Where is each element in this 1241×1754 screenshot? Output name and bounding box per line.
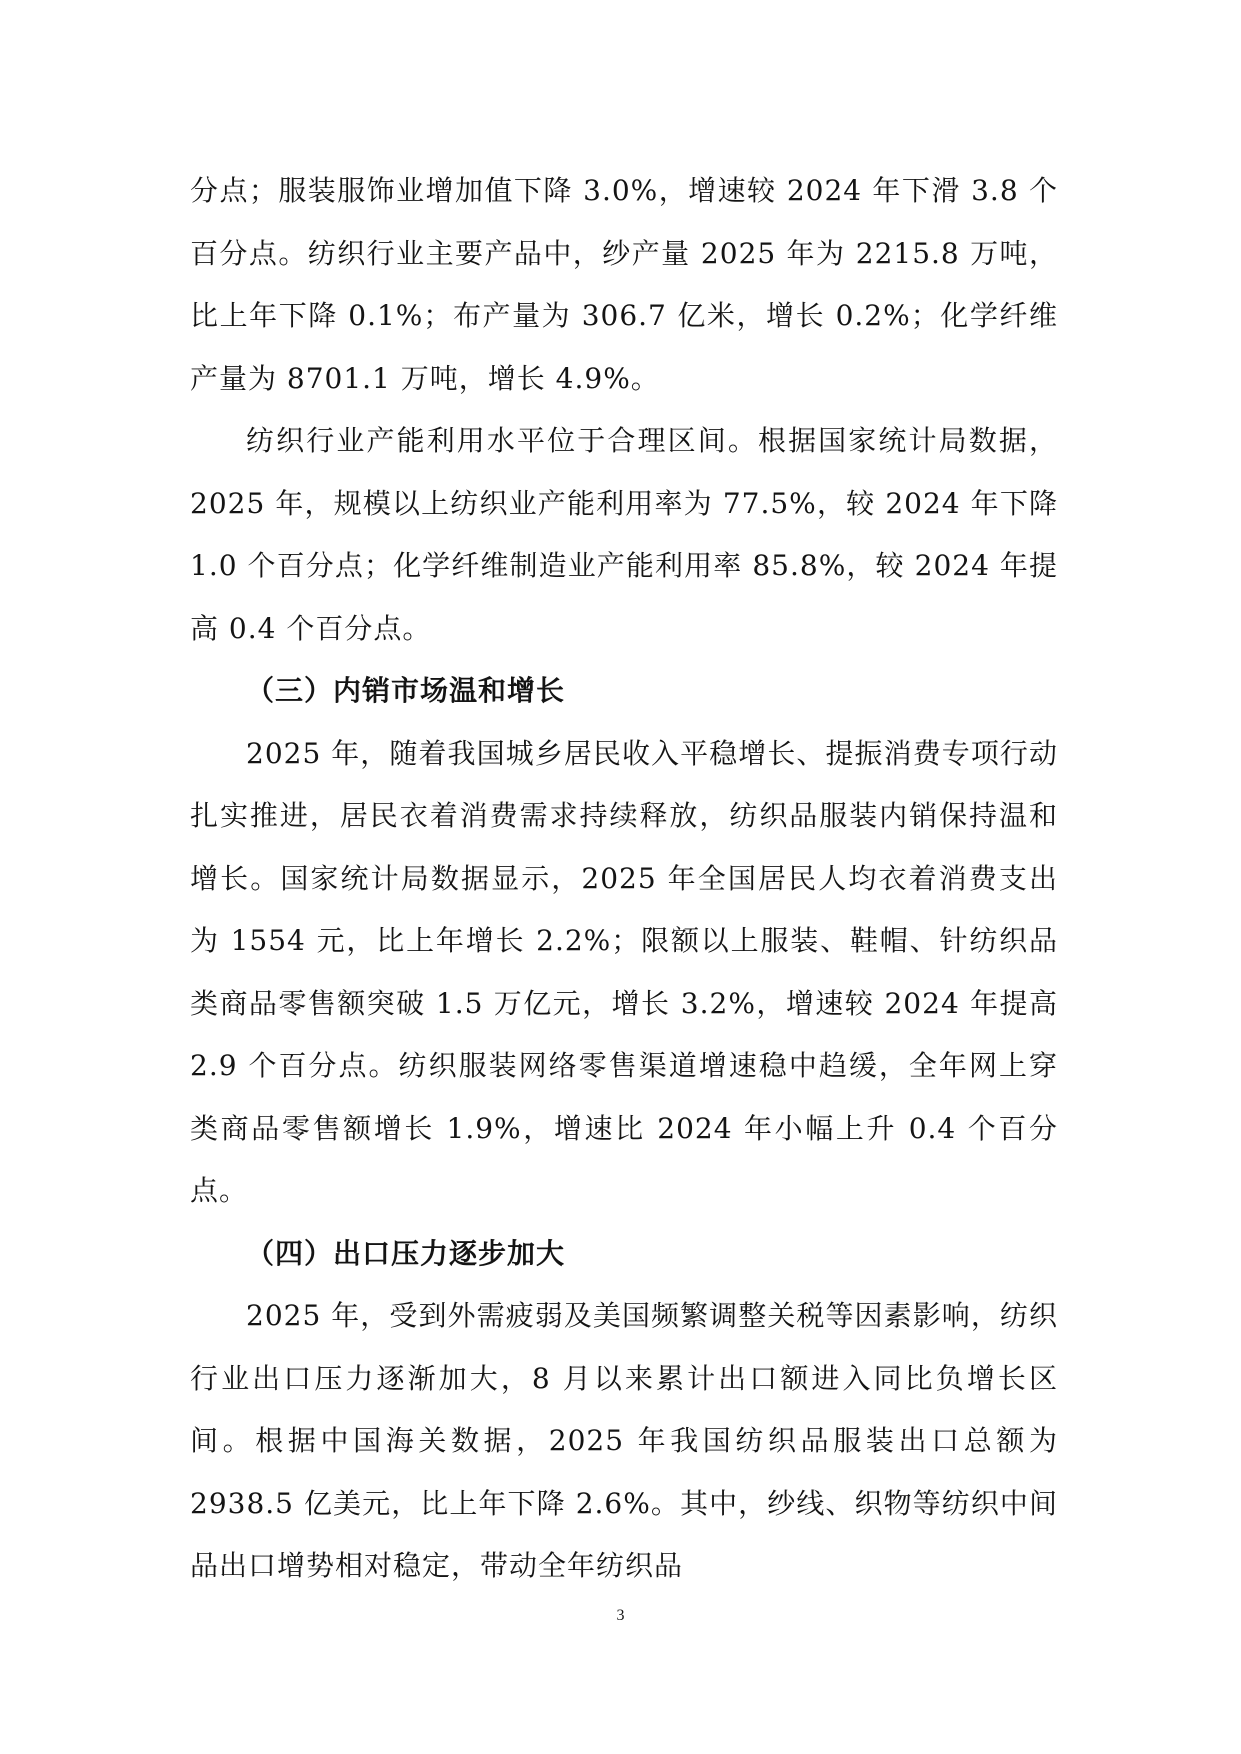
paragraph-continued: 分点；服装服饰业增加值下降 3.0%，增速较 2024 年下滑 3.8 个百分点。纺织行业主要产品中，纱产量 2025 年为 2215.8 万吨，比上年下降 0.1%；布产量为 306.7 亿米，增长 0.2%；化学纤维产量为 8701.1 万吨，增长 4.9%。 — [190, 174, 1058, 395]
paragraph-export: 2025 年，受到外需疲弱及美国频繁调整关税等因素影响，纺织行业出口压力逐渐加大，8 月以来累计出口额进入同比负增长区间。根据中国海关数据，2025 年我国纺织品服装出口总额为 2938.5 亿美元，比上年下降 2.6%。其中，纱线、织物等纺织中间品出口增势相对稳定，带动全年纺织品 — [190, 1299, 1058, 1582]
paragraph-capacity-utilization: 纺织行业产能利用水平位于合理区间。根据国家统计局数据，2025 年，规模以上纺织业产能利用率为 77.5%，较 2024 年下降 1.0 个百分点；化学纤维制造业产能利用率 85.8%，较 2024 年提高 0.4 个百分点。 — [190, 424, 1058, 645]
body-text — [190, 160, 1058, 1598]
section-heading-export: （四）出口压力逐步加大 — [246, 1236, 566, 1270]
page-number: 3 — [616, 1607, 625, 1624]
paragraph-domestic-sales: 2025 年，随着我国城乡居民收入平稳增长、提振消费专项行动扎实推进，居民衣着消费需求持续释放，纺织品服装内销保持温和增长。国家统计局数据显示，2025 年全国居民人均衣着消费支出为 1554 元，比上年增长 2.2%；限额以上服装、鞋帽、针纺织品类商品零售额突破 1.5 万亿元，增长 3.2%，增速较 2024 年提高 2.9 个百分点。纺织服装网络零售渠道增速稳中趋缓，全年网上穿类商品零售额增长 1.9%，增速比 2024 年小幅上升 0.4 个百分点。 — [190, 736, 1058, 1207]
section-heading-domestic-sales: （三）内销市场温和增长 — [246, 674, 566, 707]
